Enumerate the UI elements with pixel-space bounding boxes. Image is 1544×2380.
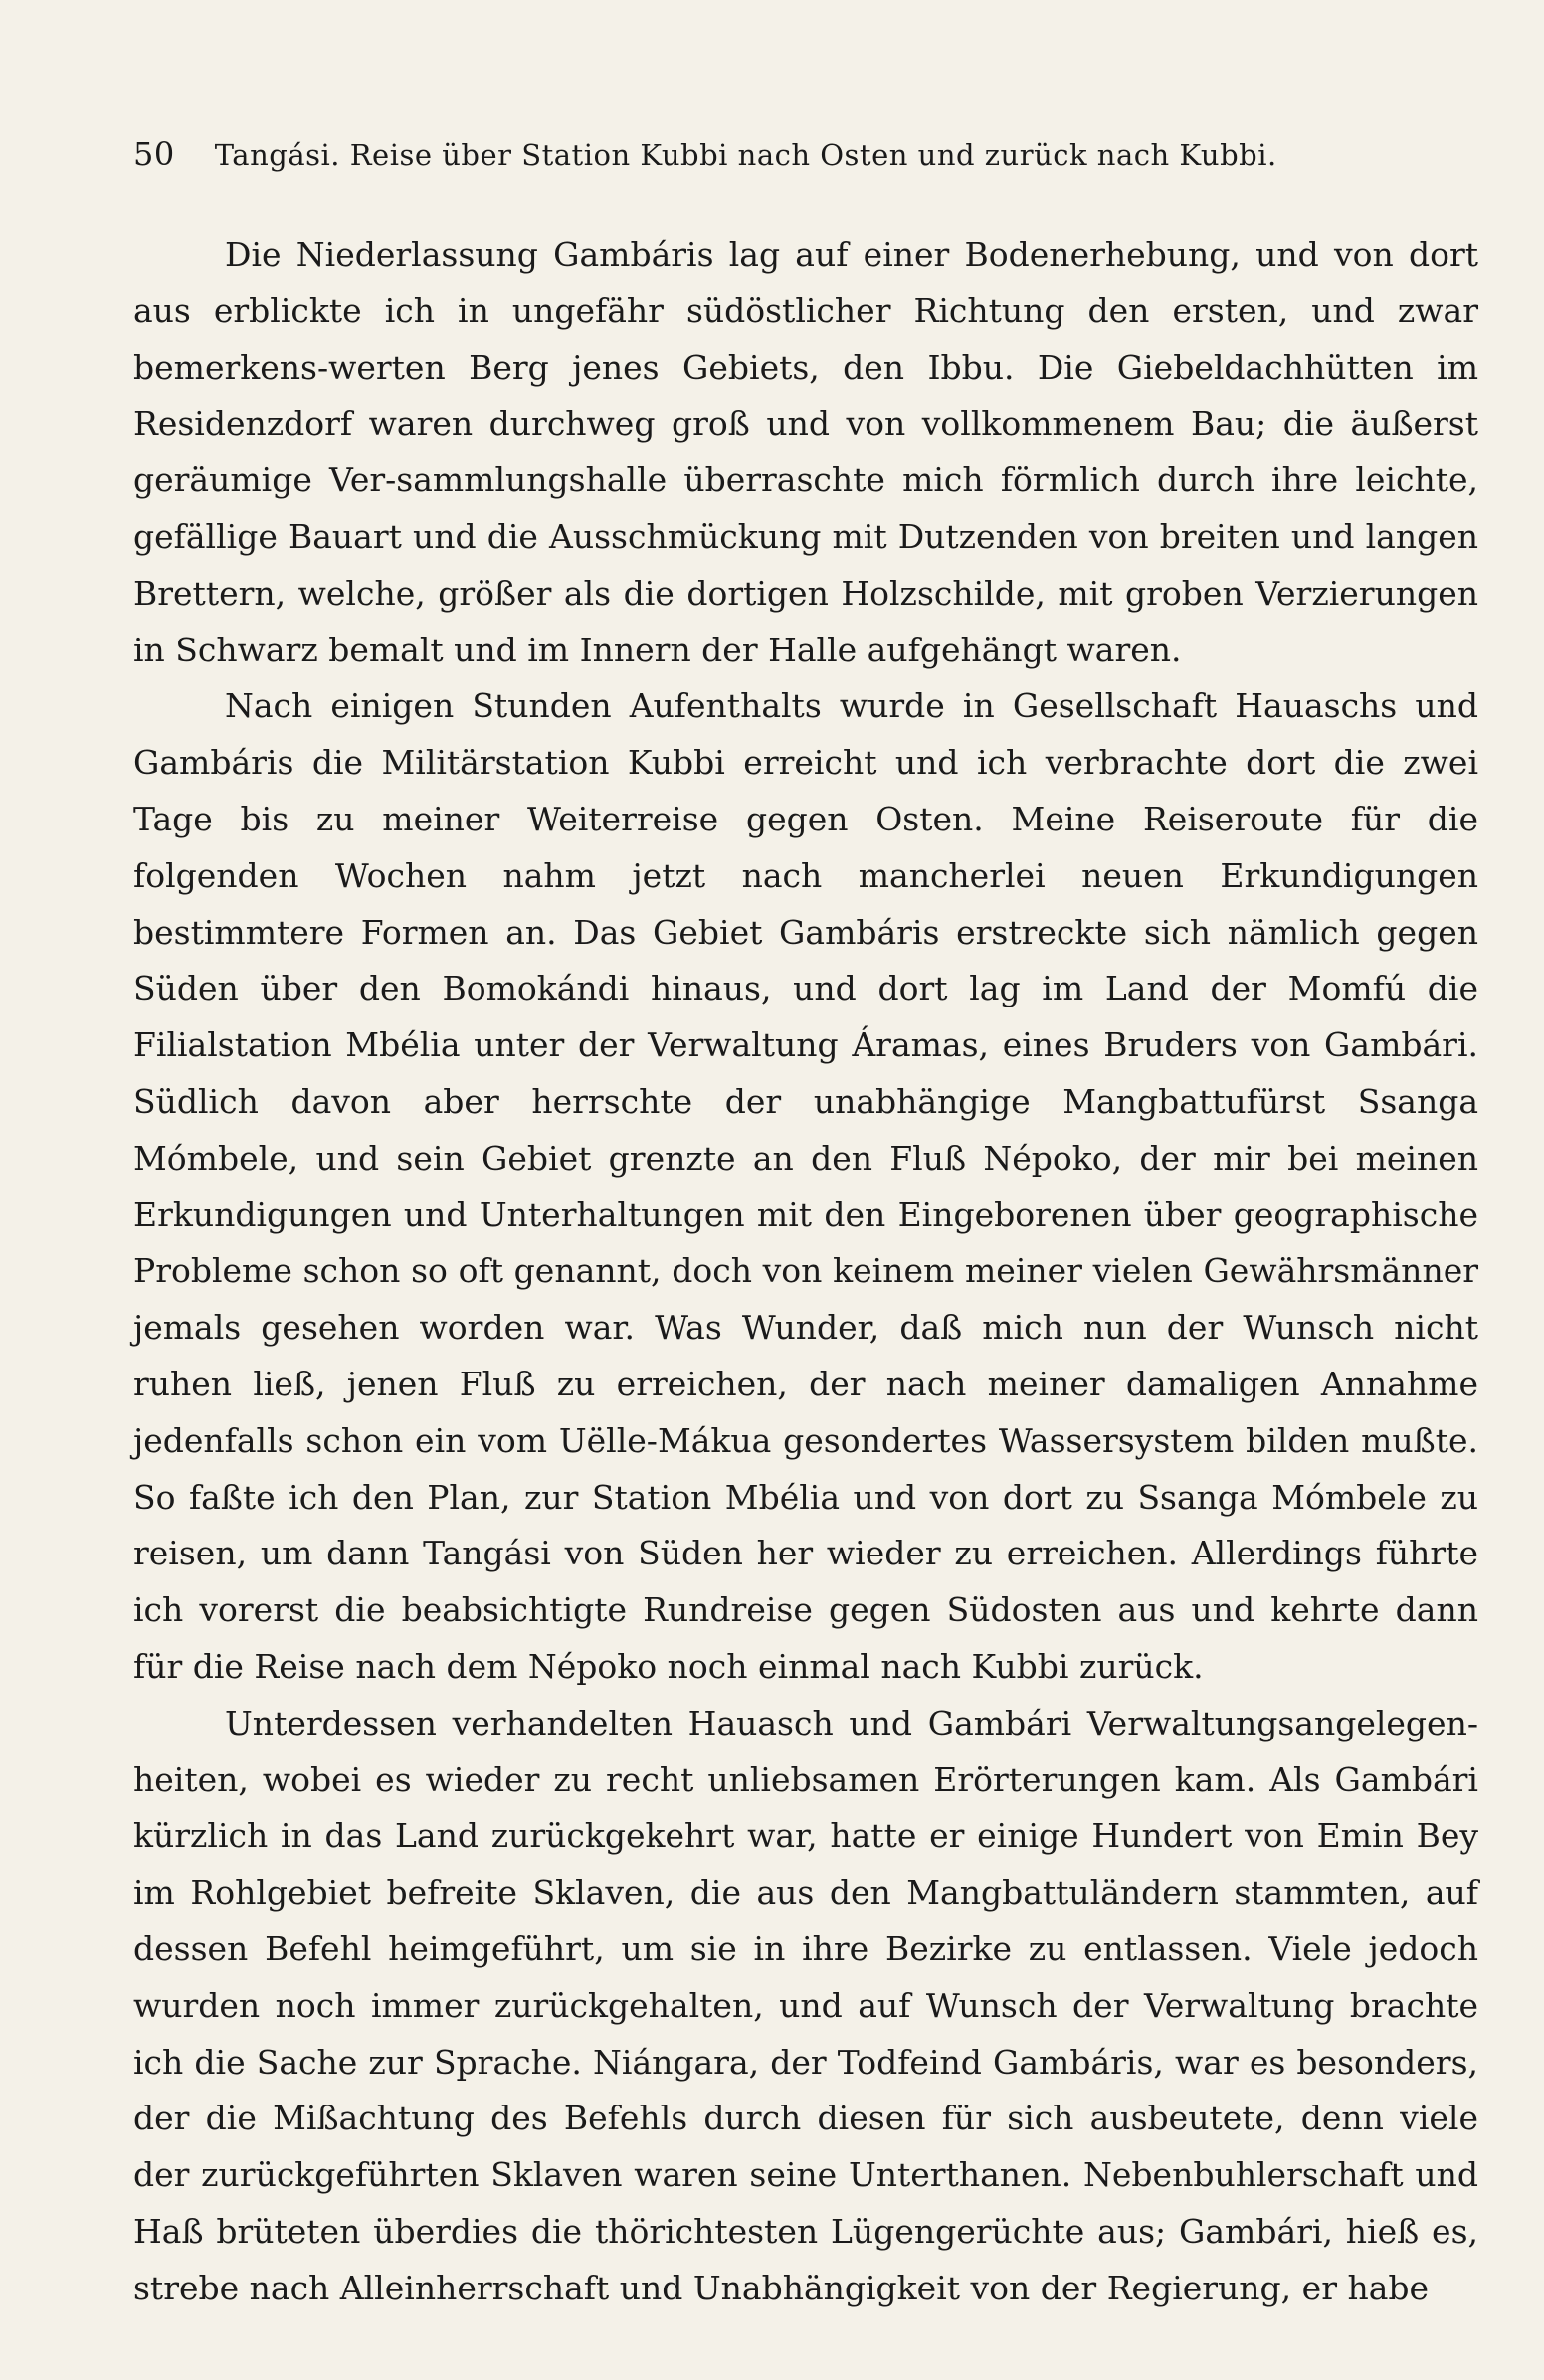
paragraph-3: Unterdessen verhandelten Hauasch und Gambári Verwaltungsangelegen-heiten, wobei es wieder zu recht unliebsamen Erörterungen kam. Als Gambári kürzlich in das Land zurückgekehrt war, hatte er einige Hundert von Emin Bey im Rohlgebiet befreite Sklaven, die aus den Mangbattuländern stammten, auf dessen Befehl heimgeführt, um sie in ihre Bezirke zu entlassen. Viele jedoch wurden noch immer zurückgehalten, und auf Wunsch der Verwaltung brachte ich die Sache zur Sprache. Niángara, der Todfeind Gambáris, war es besonders, der die Mißachtung des Befehls durch diesen für sich ausbeutete, denn viele der zurückgeführten Sklaven waren seine Unterthanen. Nebenbuhlerschaft und Haß brüteten überdies die thörichtesten Lügengerüchte aus; Gambári, hieß es, strebe nach Alleinherrschaft und Unabhängigkeit von der Regierung, er habe (133, 1703, 1478, 2307)
body-text (133, 227, 1478, 2316)
running-head: Tangási. Reise über Station Kubbi nach Osten und zurück nach Kubbi. (214, 138, 1277, 172)
page-header (133, 135, 1478, 191)
paragraph-1: Die Niederlassung Gambáris lag auf einer Bodenerhebung, und von dort aus erblickte ich in ungefähr südöstlicher Richtung den ersten, und zwar bemerkens-werten Berg jenes Gebiets, den Ibbu. Die Giebeldachhütten im Residenzdorf waren durchweg groß und von vollkommenem Bau; die äußerst geräumige Ver-sammlungshalle überraschte mich förmlich durch ihre leichte, gefällige Bauart und die Ausschmückung mit Dutzenden von breiten und langen Brettern, welche, größer als die dortigen Holzschilde, mit groben Verzierungen in Schwarz bemalt und im Innern der Halle aufgehängt waren. (133, 235, 1478, 669)
page-number: 50 (133, 135, 175, 173)
paragraph-2: Nach einigen Stunden Aufenthalts wurde in Gesellschaft Hauaschs und Gambáris die Militärstation Kubbi erreicht und ich verbrachte dort die zwei Tage bis zu meiner Weiterreise gegen Osten. Meine Reiseroute für die folgenden Wochen nahm jetzt nach mancherlei neuen Erkundigungen bestimmtere Formen an. Das Gebiet Gambáris erstreckte sich nämlich gegen Süden über den Bomokándi hinaus, und dort lag im Land der Momfú die Filialstation Mbélia unter der Verwaltung Áramas, eines Bruders von Gambári. Südlich davon aber herrschte der unabhängige Mangbattufürst Ssanga Mómbele, und sein Gebiet grenzte an den Fluß Népoko, der mir bei meinen Erkundigungen und Unterhaltungen mit den Eingeborenen über geographische Probleme schon so oft genannt, doch von keinem meiner vielen Gewährsmänner jemals gesehen worden war. Was Wunder, daß mich nun der Wunsch nicht ruhen ließ, jenen Fluß zu erreichen, der nach meiner damaligen Annahme jedenfalls schon ein vom Uëlle-Mákua gesondertes Wassersystem bilden mußte. So faßte ich den Plan, zur Station Mbélia und von dort zu Ssanga Mómbele zu reisen, um dann Tangási von Süden her wieder zu erreichen. Allerdings führte ich vorerst die beabsichtigte Rundreise gegen Südosten aus und kehrte dann für die Reise nach dem Népoko noch einmal nach Kubbi zurück. (133, 686, 1478, 1686)
